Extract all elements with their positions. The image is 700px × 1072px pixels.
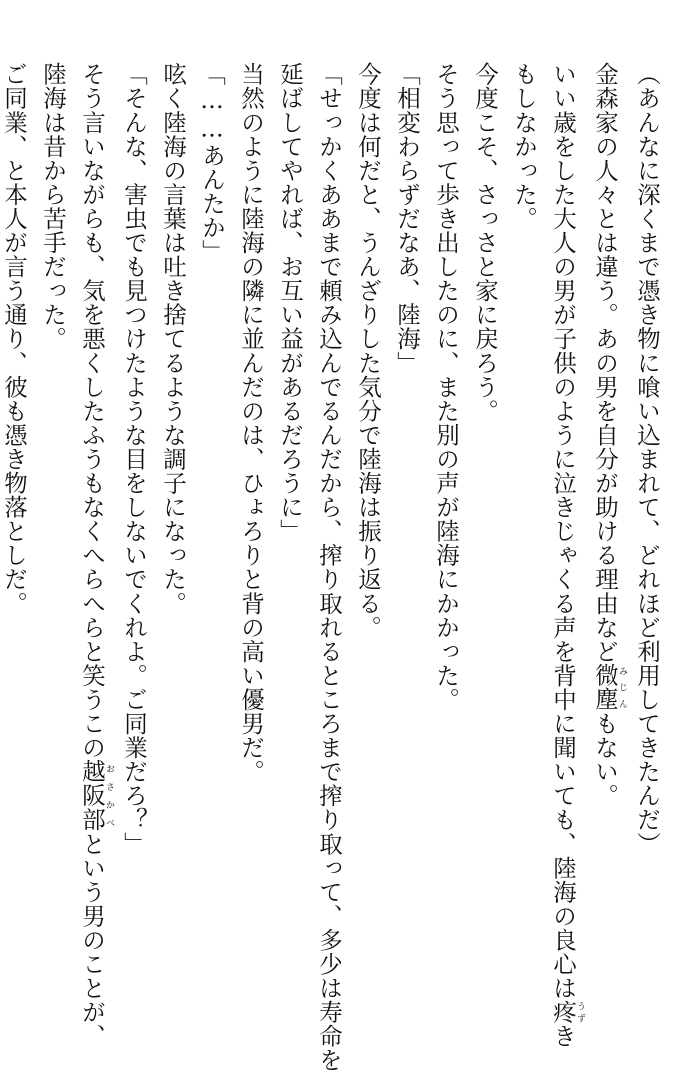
text-line-2-main: 金森家の人々とは違う。あの男を自分が助ける理由など: [591, 62, 619, 664]
ruby-uzu: [549, 999, 585, 1025]
ruby-osakabe: [78, 759, 114, 832]
vertical-text-body: [0, 62, 666, 1072]
ruby-uzu-base: 疼: [549, 999, 577, 1025]
text-line-16: 陸海は昔から苦手だった。: [39, 62, 67, 351]
text-line-8: 今度は何だと、うんざりした気分で陸海は振り返る。: [354, 62, 382, 640]
text-line-6: そう思って歩き出したのに、また別の声が陸海にかかった。: [432, 62, 460, 712]
ruby-mijin: [591, 663, 627, 712]
text-line-3-tail: き: [549, 1024, 577, 1049]
text-line-11: 当然のように陸海の隣に並んだのは、ひょろりと背の高い優男だ。: [237, 62, 265, 784]
text-line-2: [585, 62, 627, 982]
text-line-5: 今度こそ、さっさと家に戻ろう。: [471, 62, 499, 423]
ruby-osakabe-base: 越阪部: [78, 759, 106, 832]
text-line-15: [72, 62, 114, 1049]
text-line-13: 呟く陸海の言葉は吐き捨てるような調子になった。: [159, 62, 187, 616]
text-line-9: 「せっかくああまで頼み込んでるんだから、搾り取れるところまで搾り取って、多少は寿命を: [315, 62, 343, 1072]
ruby-mijin-base: 微塵: [591, 663, 619, 712]
text-line-17: ご同業、と本人が言う通り、彼も憑き物落としだ。: [0, 62, 28, 616]
ruby-mijin-reading: みじん: [617, 663, 627, 712]
ruby-uzu-reading: うず: [575, 999, 585, 1025]
text-line-2-tail: もない。: [591, 711, 619, 808]
text-line-7: 「相変わらずだなあ、陸海」: [393, 62, 421, 375]
text-line-15-main: そう言いながらも、気を悪くしたふうもなくへらへらと笑うこの: [78, 62, 106, 760]
ruby-osakabe-reading: おさかべ: [104, 759, 114, 832]
text-line-12: 「……あんたか」: [198, 62, 226, 264]
text-line-4: もしなかった。: [510, 62, 538, 231]
text-line-3-main: いい歳をした大人の男が子供のように泣きじゃくる声を背中に聞いても、陸海の良心は: [549, 62, 577, 1000]
text-line-10: 延ばしてやれば、お互い益があるだろうに」: [276, 62, 304, 543]
text-line-15-tail: という男のことが、: [78, 831, 106, 1049]
text-line-14: 「そんな、害虫でも見つけたような目をしないでくれよ。ご同業だろ？」: [120, 62, 148, 856]
text-line-1: （あんなに深くまで憑き物に喰い込まれて、どれほど利用してきたんだ）: [633, 62, 661, 856]
text-line-3: [543, 62, 585, 1049]
